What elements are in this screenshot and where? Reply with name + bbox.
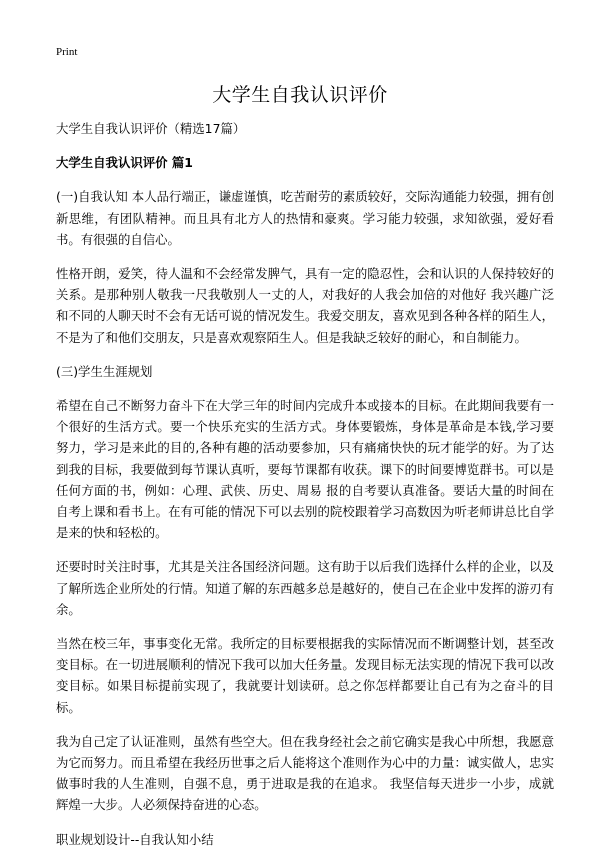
- paragraph-self-awareness: (一)自我认知 本人品行端正，谦虚谨慎，吃苦耐劳的素质较好，交际沟通能力较强，拥有创新思维，有团队精神。而且具有北方人的热情和豪爽。学习能力较强，求知欲强，爱好看书。有很强的自信心。: [56, 189, 554, 247]
- paragraph-current-affairs: 还要时时关注时事，尤其是关注各国经济问题。这有助于以后我们选择什么样的企业，以及了解所选企业所处的行情。知道了解的东西越多总是越好的，使自己在企业中发挥的游刃有余。: [56, 559, 554, 617]
- print-link[interactable]: Print: [56, 46, 78, 58]
- paragraph-study-plan: 希望在自己不断努力奋斗下在大学三年的时间内完成升本或接本的目标。在此期间我要有一个很好的生活方式。要一个快乐充实的生活方式。身体要锻炼，身体是革命是本钱,学习要努力，学习是来此的目的,各种有趣的活动要参加，只有痛痛快快的玩才能学的好。为了达到我的目标，我要做到每节课认真听，要每节课都有收获。课下的时间要博览群书。可以是任何方面的书，例如：心理、武侠、历史、周易 报的自考要认真准备。要话大量的时间在自考上课和看书上。在有可能的情况下可以去别的院校跟着学习高数因为听老师讲总比自学是来的快和轻松的。: [56, 398, 554, 541]
- page-title: 大学生自我认识评价: [212, 84, 388, 106]
- paragraph-summary-heading: 职业规划设计--自我认知小结: [56, 831, 214, 847]
- paragraph-principles: 我为自己定了认证准则，虽然有些空大。但在我身经社会之前它确实是我心中所想，我愿意为它而努力。而且希望在我经历世事之后人能将这个准则作为心中的力量：诚实做人，忠实做事时我的人生准则，自强不息，勇于进取是我的在追求。 我坚信每天进步一小步，成就辉煌一大步。人必须保持奋进的心态。: [56, 733, 554, 813]
- paragraph-personality: 性格开朗，爱笑，待人温和不会经常发脾气，具有一定的隐忍性，会和认识的人保持较好的关系。是那种别人敬我一尺我敬别人一丈的人，对我好的人我会加倍的对他好 我兴趣广泛和不同的人聊天时不会有无话可说的情况发生。我爱交朋友，喜欢见到各种各样的陌生人，不是为了和他们交朋友，只是喜欢观察陌生人。但是我缺乏较好的耐心，和自制能力。: [56, 266, 554, 345]
- paragraph-career-heading: (三)学生生涯规划: [56, 363, 153, 379]
- paragraph-goal-adjustment: 当然在校三年，事事变化无常。我所定的目标要根据我的实际情况而不断调整计划，甚至改变目标。在一切进展顺利的情况下我可以加大任务量。发现目标无法实现的情况下我可以改变目标。如果目标提前实现了，我就要计划读研。总之你怎样都要让自己有为之奋斗的目标。: [56, 636, 554, 715]
- document-subtitle: 大学生自我认识评价（精选17篇）: [56, 121, 246, 136]
- section-heading: 大学生自我认识评价 篇1: [56, 155, 193, 171]
- document-body: [56, 118, 554, 863]
